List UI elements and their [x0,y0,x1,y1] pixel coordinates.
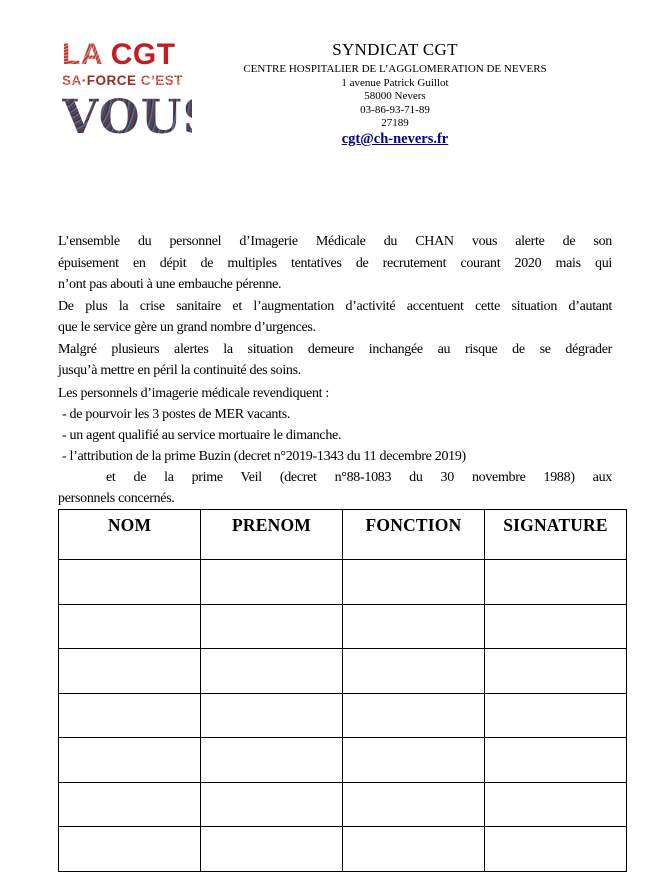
demand-item: - l’attribution de la prime Buzin (decret n°2019-1343 du 11 decembre 2019) [62,449,466,464]
table-cell [485,827,627,872]
table-row [59,738,627,783]
table-cell [59,782,201,827]
table-cell [343,738,485,783]
email-link[interactable]: cgt@ch-nevers.fr [341,130,449,147]
body-line: Malgré plusieurs alertes la situation demeure inchangée au risque de se dégrader [58,341,612,357]
column-header-signature: SIGNATURE [485,510,627,560]
org-code: 27189 [381,117,409,129]
column-header-prenom: PRENOM [201,510,343,560]
logo-word-sa: SA [62,73,82,88]
org-title: SYNDICAT CGT [332,40,458,59]
logo-line-2: SA·FORCE C’EST [62,73,184,88]
org-email-line [170,130,620,148]
table-row [59,693,627,738]
demand-item: - un agent qualifié au service mortuaire le dimanche. [62,428,342,443]
table-row [59,782,627,827]
letterhead [170,40,620,147]
table-cell [343,782,485,827]
body-line: De plus la crise sanitaire et l’augmentation d’activité accentuent cette situation d’autant [58,298,612,314]
logo-word-la: LA [62,38,102,71]
logo-word-cest: C’EST [140,73,184,88]
table-cell [201,738,343,783]
demand-end: personnels concernés. [58,491,175,506]
table-cell [201,560,343,605]
column-header-nom: NOM [59,510,201,560]
table-cell [59,604,201,649]
demands-intro: Les personnels d’imagerie médicale revendiquent : [58,386,330,401]
table-cell [201,782,343,827]
table-row [59,649,627,694]
table-cell [485,604,627,649]
org-phone: 03-86-93-71-89 [360,103,430,116]
table-cell [485,738,627,783]
demand-item: - de pourvoir les 3 postes de MER vacants. [62,407,291,422]
org-establishment: CENTRE HOSPITALIER DE L’AGGLOMERATION DE NEVERS [243,63,547,75]
org-address: 1 avenue Patrick Guillot [341,76,449,89]
table-cell [343,604,485,649]
signature-table [58,509,627,872]
table-cell [201,604,343,649]
demands-section [58,383,612,509]
table-cell [201,693,343,738]
table-cell [201,827,343,872]
table-cell [59,738,201,783]
table-cell [485,693,627,738]
table-cell [343,827,485,872]
table-header-row [59,510,627,560]
body-line: épuisement en dépit de multiples tentatives de recrutement courant 2020 mais qui [58,255,612,271]
table-cell [59,649,201,694]
column-header-fonction: FONCTION [343,510,485,560]
table-row [59,827,627,872]
logo-word-vous: VOUS. [62,89,234,145]
body-line: L’ensemble du personnel d’Imagerie Médicale du CHAN vous alerte de son [58,234,612,249]
demand-continuation: et de la prime Veil (decret n°88-1083 du 30 novembre 1988) aux [106,470,612,485]
table-row [59,560,627,605]
table-cell [59,827,201,872]
table-cell [485,782,627,827]
logo-word-force: FORCE [86,73,137,88]
org-city: 58000 Nevers [364,90,426,102]
table-cell [485,649,627,694]
signature-table-body [59,560,627,872]
logo-word-cgt: CGT [110,38,176,71]
table-cell [343,560,485,605]
table-cell [201,649,343,694]
body-line: jusqu’à mettre en péril la continuité des soins. [58,363,301,378]
table-cell [485,560,627,605]
body-line: n’ont pas abouti à une embauche pérenne. [58,277,282,292]
table-cell [343,649,485,694]
alert-paragraphs [58,231,612,382]
table-cell [343,693,485,738]
table-row [59,604,627,649]
body-line: que le service gère un grand nombre d’urgences. [58,320,316,335]
table-cell [59,560,201,605]
table-cell [59,693,201,738]
